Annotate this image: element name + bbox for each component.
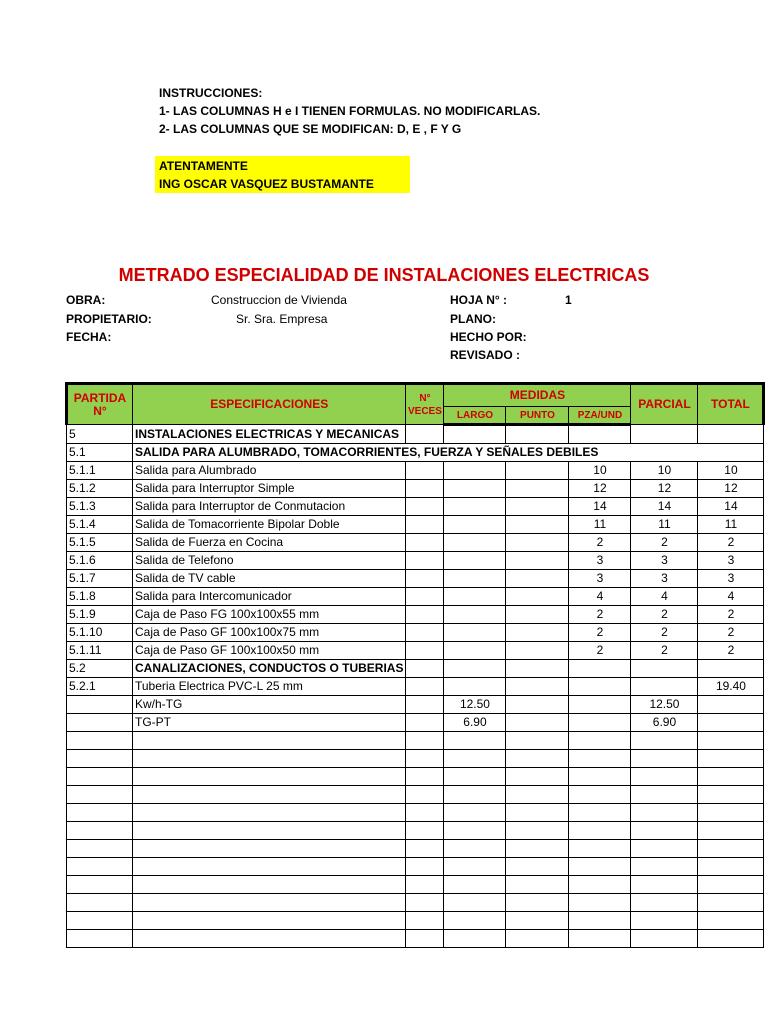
veces-cell — [406, 822, 444, 840]
especificacion-cell — [133, 858, 406, 876]
punto-cell — [506, 516, 569, 534]
table-row — [67, 552, 764, 570]
table-row — [67, 516, 764, 534]
parcial-cell: 6.90 — [631, 714, 698, 732]
total-cell: 3 — [698, 570, 764, 588]
parcial-cell — [631, 840, 698, 858]
pza-cell — [569, 930, 631, 948]
propietario-value: Sr. Sra. Empresa — [236, 312, 328, 326]
partida-cell: 5.2 — [67, 660, 133, 678]
total-cell: 2 — [698, 624, 764, 642]
signature-note — [155, 156, 410, 193]
table-row — [67, 588, 764, 606]
especificacion-cell: Caja de Paso GF 100x100x75 mm — [133, 624, 406, 642]
total-cell — [698, 804, 764, 822]
veces-cell — [406, 570, 444, 588]
especificacion-cell — [133, 912, 406, 930]
table-row — [67, 696, 764, 714]
partida-cell: 5.1.8 — [67, 588, 133, 606]
especificacion-cell: Caja de Paso FG 100x100x55 mm — [133, 606, 406, 624]
especificacion-cell — [133, 786, 406, 804]
veces-cell — [406, 516, 444, 534]
parcial-cell: 2 — [631, 606, 698, 624]
largo-cell — [444, 750, 506, 768]
partida-cell: 5.1.2 — [67, 480, 133, 498]
parcial-cell: 3 — [631, 552, 698, 570]
largo-cell — [444, 732, 506, 750]
table-row — [67, 858, 764, 876]
partida-cell: 5.1.6 — [67, 552, 133, 570]
total-cell: 19.40 — [698, 678, 764, 696]
largo-cell — [444, 588, 506, 606]
especificacion-cell: Salida de Telefono — [133, 552, 406, 570]
parcial-cell: 4 — [631, 588, 698, 606]
punto-cell — [506, 786, 569, 804]
table-body — [67, 425, 764, 948]
table-row — [67, 750, 764, 768]
punto-cell — [506, 498, 569, 516]
punto-cell — [506, 714, 569, 732]
veces-cell — [406, 840, 444, 858]
punto-cell — [506, 678, 569, 696]
total-cell — [698, 894, 764, 912]
especificacion-cell: Salida de TV cable — [133, 570, 406, 588]
punto-cell — [506, 552, 569, 570]
table-row — [67, 786, 764, 804]
veces-cell — [406, 804, 444, 822]
especificacion-cell: Caja de Paso GF 100x100x50 mm — [133, 642, 406, 660]
total-cell — [698, 876, 764, 894]
punto-cell — [506, 840, 569, 858]
total-cell — [698, 714, 764, 732]
largo-cell: 12.50 — [444, 696, 506, 714]
revisado-label: REVISADO : — [450, 348, 521, 362]
punto-cell — [506, 606, 569, 624]
pza-cell — [569, 750, 631, 768]
total-cell — [698, 750, 764, 768]
veces-cell — [406, 876, 444, 894]
table-row — [67, 822, 764, 840]
largo-cell — [444, 516, 506, 534]
total-cell: 3 — [698, 552, 764, 570]
pza-cell — [569, 840, 631, 858]
total-cell — [698, 786, 764, 804]
partida-cell: 5.1.11 — [67, 642, 133, 660]
punto-cell — [506, 624, 569, 642]
especificacion-cell — [133, 894, 406, 912]
veces-cell — [406, 678, 444, 696]
pza-cell: 10 — [569, 462, 631, 480]
punto-cell — [506, 462, 569, 480]
total-cell — [698, 912, 764, 930]
parcial-cell — [631, 912, 698, 930]
largo-cell — [444, 678, 506, 696]
partida-cell — [67, 894, 133, 912]
largo-cell — [444, 606, 506, 624]
parcial-cell — [631, 732, 698, 750]
veces-cell — [406, 930, 444, 948]
pza-cell — [569, 912, 631, 930]
especificacion-cell: TG-PT — [133, 714, 406, 732]
obra-label: OBRA: — [66, 293, 106, 307]
table-row — [67, 498, 764, 516]
fecha-label: FECHA: — [66, 330, 112, 344]
especificacion-cell — [133, 930, 406, 948]
punto-cell — [506, 534, 569, 552]
total-cell: 12 — [698, 480, 764, 498]
parcial-cell: 14 — [631, 498, 698, 516]
table-row — [67, 444, 764, 462]
punto-cell — [506, 570, 569, 588]
parcial-cell — [631, 804, 698, 822]
parcial-cell — [631, 660, 698, 678]
table-row — [67, 930, 764, 948]
punto-cell — [506, 642, 569, 660]
parcial-cell — [631, 768, 698, 786]
table-row — [67, 768, 764, 786]
especificacion-cell: Salida de Tomacorriente Bipolar Doble — [133, 516, 406, 534]
note-line-2: ING OSCAR VASQUEZ BUSTAMANTE — [159, 177, 374, 191]
table-row — [67, 462, 764, 480]
pza-cell — [569, 876, 631, 894]
pza-cell — [569, 660, 631, 678]
largo-cell — [444, 660, 506, 678]
largo-cell — [444, 858, 506, 876]
veces-cell — [406, 750, 444, 768]
header-parcial: PARCIAL — [631, 384, 698, 425]
header-partida: PARTIDA N° — [67, 384, 133, 425]
especificacion-cell — [133, 750, 406, 768]
punto-cell — [506, 804, 569, 822]
partida-cell — [67, 750, 133, 768]
table-row — [67, 840, 764, 858]
total-cell — [698, 858, 764, 876]
table-row — [67, 732, 764, 750]
pza-cell — [569, 732, 631, 750]
parcial-cell — [631, 894, 698, 912]
pza-cell — [569, 858, 631, 876]
parcial-cell — [631, 786, 698, 804]
table-row — [67, 912, 764, 930]
total-cell: 14 — [698, 498, 764, 516]
pza-cell — [569, 696, 631, 714]
header-largo: LARGO — [444, 407, 506, 425]
total-cell: 2 — [698, 642, 764, 660]
table-row — [67, 678, 764, 696]
largo-cell — [444, 498, 506, 516]
pza-cell: 14 — [569, 498, 631, 516]
largo-cell — [444, 804, 506, 822]
parcial-cell: 2 — [631, 642, 698, 660]
largo-cell — [444, 930, 506, 948]
table-row — [67, 714, 764, 732]
partida-cell: 5.1.4 — [67, 516, 133, 534]
veces-cell — [406, 894, 444, 912]
partida-cell: 5.1.7 — [67, 570, 133, 588]
partida-cell: 5 — [67, 425, 133, 444]
partida-cell — [67, 732, 133, 750]
especificacion-cell: SALIDA PARA ALUMBRADO, TOMACORRIENTES, FUERZA Y SEÑALES DEBILES — [133, 444, 764, 462]
table-row — [67, 660, 764, 678]
largo-cell — [444, 462, 506, 480]
parcial-cell — [631, 750, 698, 768]
note-line-1: ATENTAMENTE — [159, 159, 248, 173]
partida-cell: 5.1.3 — [67, 498, 133, 516]
table-row — [67, 570, 764, 588]
especificacion-cell — [133, 768, 406, 786]
veces-cell — [406, 588, 444, 606]
partida-cell — [67, 912, 133, 930]
partida-cell — [67, 714, 133, 732]
veces-cell — [406, 642, 444, 660]
hecho-label: HECHO POR: — [450, 330, 527, 344]
plano-label: PLANO: — [450, 312, 496, 326]
partida-cell: 5.1 — [67, 444, 133, 462]
punto-cell — [506, 894, 569, 912]
punto-cell — [506, 696, 569, 714]
partida-cell — [67, 786, 133, 804]
especificacion-cell: Tuberia Electrica PVC-L 25 mm — [133, 678, 406, 696]
veces-cell — [406, 858, 444, 876]
largo-cell — [444, 642, 506, 660]
veces-cell — [406, 786, 444, 804]
pza-cell — [569, 894, 631, 912]
veces-cell — [406, 606, 444, 624]
table-row — [67, 624, 764, 642]
parcial-cell — [631, 425, 698, 444]
partida-cell: 5.1.10 — [67, 624, 133, 642]
partida-cell: 5.1.5 — [67, 534, 133, 552]
pza-cell — [569, 425, 631, 444]
largo-cell — [444, 822, 506, 840]
total-cell — [698, 732, 764, 750]
largo-cell — [444, 786, 506, 804]
pza-cell — [569, 714, 631, 732]
parcial-cell — [631, 678, 698, 696]
hoja-value: 1 — [565, 293, 572, 307]
punto-cell — [506, 480, 569, 498]
veces-cell — [406, 912, 444, 930]
total-cell: 2 — [698, 606, 764, 624]
pza-cell: 11 — [569, 516, 631, 534]
total-cell: 11 — [698, 516, 764, 534]
especificacion-cell — [133, 840, 406, 858]
largo-cell — [444, 480, 506, 498]
header-total: TOTAL — [698, 384, 764, 425]
especificacion-cell: Kw/h-TG — [133, 696, 406, 714]
pza-cell: 3 — [569, 552, 631, 570]
instructions-heading: INSTRUCCIONES: — [159, 86, 263, 100]
punto-cell — [506, 660, 569, 678]
partida-cell: 5.2.1 — [67, 678, 133, 696]
table-row — [67, 606, 764, 624]
pza-cell: 4 — [569, 588, 631, 606]
punto-cell — [506, 425, 569, 444]
header-punto: PUNTO — [506, 407, 569, 425]
pza-cell: 3 — [569, 570, 631, 588]
pza-cell — [569, 768, 631, 786]
table-row — [67, 534, 764, 552]
largo-cell — [444, 912, 506, 930]
parcial-cell: 2 — [631, 624, 698, 642]
partida-cell — [67, 696, 133, 714]
veces-cell — [406, 552, 444, 570]
partida-cell — [67, 876, 133, 894]
parcial-cell: 10 — [631, 462, 698, 480]
table-row — [67, 642, 764, 660]
largo-cell — [444, 768, 506, 786]
pza-cell: 12 — [569, 480, 631, 498]
pza-cell — [569, 678, 631, 696]
total-cell — [698, 660, 764, 678]
punto-cell — [506, 912, 569, 930]
partida-cell — [67, 858, 133, 876]
total-cell: 10 — [698, 462, 764, 480]
table-row — [67, 480, 764, 498]
punto-cell — [506, 858, 569, 876]
largo-cell — [444, 876, 506, 894]
partida-cell — [67, 804, 133, 822]
parcial-cell: 12 — [631, 480, 698, 498]
instructions-block — [159, 84, 540, 138]
propietario-label: PROPIETARIO: — [66, 312, 152, 326]
parcial-cell: 3 — [631, 570, 698, 588]
veces-cell — [406, 425, 444, 444]
header-medidas: MEDIDAS — [444, 384, 631, 407]
especificacion-cell: Salida para Intercomunicador — [133, 588, 406, 606]
obra-value: Construccion de Vivienda — [211, 293, 347, 307]
header-pza: PZA/UND — [569, 407, 631, 425]
punto-cell — [506, 750, 569, 768]
punto-cell — [506, 732, 569, 750]
document-title: METRADO ESPECIALIDAD DE INSTALACIONES ELECTRICAS — [118, 265, 650, 285]
largo-cell — [444, 552, 506, 570]
total-cell — [698, 822, 764, 840]
total-cell — [698, 768, 764, 786]
pza-cell: 2 — [569, 642, 631, 660]
partida-cell — [67, 840, 133, 858]
header-especificaciones: ESPECIFICACIONES — [133, 384, 406, 425]
especificacion-cell: INSTALACIONES ELECTRICAS Y MECANICAS — [133, 425, 406, 444]
total-cell — [698, 840, 764, 858]
veces-cell — [406, 660, 444, 678]
pza-cell: 2 — [569, 534, 631, 552]
total-cell: 4 — [698, 588, 764, 606]
partida-cell: 5.1.9 — [67, 606, 133, 624]
largo-cell — [444, 425, 506, 444]
largo-cell: 6.90 — [444, 714, 506, 732]
hoja-label: HOJA N° : — [450, 293, 508, 307]
especificacion-cell: CANALIZACIONES, CONDUCTOS O TUBERIAS — [133, 660, 406, 678]
veces-cell — [406, 768, 444, 786]
veces-cell — [406, 480, 444, 498]
parcial-cell — [631, 858, 698, 876]
largo-cell — [444, 624, 506, 642]
veces-cell — [406, 534, 444, 552]
especificacion-cell: Salida de Fuerza en Cocina — [133, 534, 406, 552]
pza-cell — [569, 786, 631, 804]
largo-cell — [444, 570, 506, 588]
punto-cell — [506, 822, 569, 840]
parcial-cell — [631, 822, 698, 840]
table-row — [67, 804, 764, 822]
parcial-cell: 2 — [631, 534, 698, 552]
pza-cell: 2 — [569, 606, 631, 624]
pza-cell: 2 — [569, 624, 631, 642]
pza-cell — [569, 804, 631, 822]
total-cell — [698, 425, 764, 444]
parcial-cell — [631, 930, 698, 948]
table-row — [67, 876, 764, 894]
instructions-line-2: 2- LAS COLUMNAS QUE SE MODIFICAN: D, E , F Y G — [159, 122, 462, 136]
partida-cell: 5.1.1 — [67, 462, 133, 480]
especificacion-cell: Salida para Interruptor de Conmutacion — [133, 498, 406, 516]
total-cell: 2 — [698, 534, 764, 552]
partida-cell — [67, 822, 133, 840]
parcial-cell: 12.50 — [631, 696, 698, 714]
partida-cell — [67, 930, 133, 948]
veces-cell — [406, 714, 444, 732]
veces-cell — [406, 498, 444, 516]
veces-cell — [406, 696, 444, 714]
metrado-table — [65, 382, 765, 948]
header-veces: N° VECES — [406, 384, 444, 425]
table-row — [67, 894, 764, 912]
punto-cell — [506, 588, 569, 606]
parcial-cell: 11 — [631, 516, 698, 534]
punto-cell — [506, 930, 569, 948]
total-cell — [698, 696, 764, 714]
veces-cell — [406, 732, 444, 750]
partida-cell — [67, 768, 133, 786]
especificacion-cell — [133, 822, 406, 840]
especificacion-cell — [133, 732, 406, 750]
table-row — [67, 425, 764, 444]
instructions-line-1: 1- LAS COLUMNAS H e I TIENEN FORMULAS. NO MODIFICARLAS. — [159, 104, 541, 118]
largo-cell — [444, 894, 506, 912]
largo-cell — [444, 534, 506, 552]
parcial-cell — [631, 876, 698, 894]
veces-cell — [406, 462, 444, 480]
especificacion-cell: Salida para Interruptor Simple — [133, 480, 406, 498]
especificacion-cell — [133, 804, 406, 822]
pza-cell — [569, 822, 631, 840]
especificacion-cell — [133, 876, 406, 894]
veces-cell — [406, 624, 444, 642]
punto-cell — [506, 768, 569, 786]
total-cell — [698, 930, 764, 948]
largo-cell — [444, 840, 506, 858]
especificacion-cell: Salida para Alumbrado — [133, 462, 406, 480]
punto-cell — [506, 876, 569, 894]
